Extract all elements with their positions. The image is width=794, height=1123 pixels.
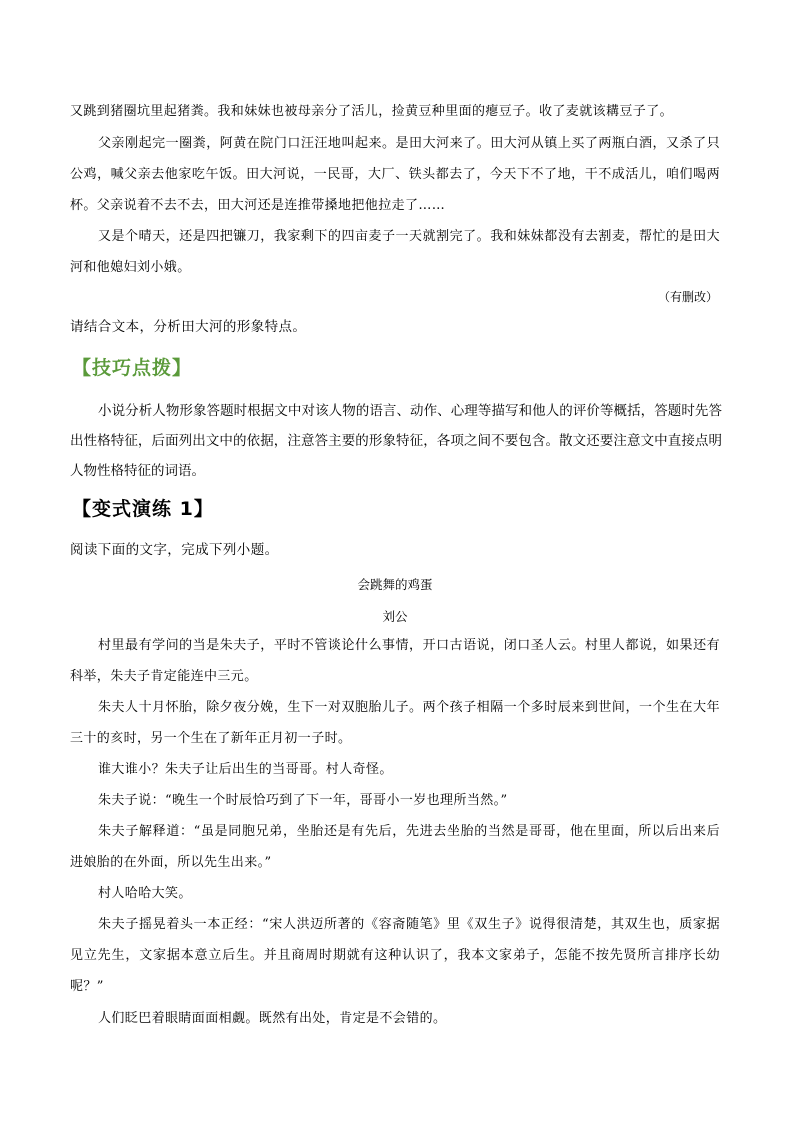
passage-paragraph: 父亲刚起完一圈粪，阿黄在院门口汪汪地叫起来。是田大河来了。田大河从镇上买了两瓶白酒，又杀了只公鸡，喊父亲去他家吃午饭。田大河说，一民哥，大厂、铁头都去了，今天下不了地，干不成活儿，咱们喝两杯。父亲说着不去不去，田大河还是连推带搡地把他拉走了…… bbox=[70, 136, 720, 213]
passage-line: 又跳到猪圈坑里起猪粪。我和妹妹也被母亲分了活儿，捡黄豆种里面的瘪豆子。收了麦就该耩豆子了。 bbox=[70, 104, 674, 119]
story-paragraph: 谁大谁小？朱夫子让后出生的当哥哥。村人奇怪。 bbox=[98, 762, 393, 777]
story-paragraph: 朱夫人十月怀胎，除夕夜分娩，生下一对双胞胎儿子。两个孩子相隔一个多时辰来到世间，一个生在大年三十的亥时，另一个生在了新年正月初一子时。 bbox=[70, 700, 720, 746]
story-author: 刘公 bbox=[382, 609, 408, 624]
story-paragraph: 村人哈哈大笑。 bbox=[98, 886, 192, 901]
tips-text: 小说分析人物形象答题时根据文中对该人物的语言、动作、心理等描写和他人的评价等概括，答题时先答出性格特征，后面列出文中的依据，注意答主要的形象特征，各项之间不要包含。散文还要注意文中直接点明人物性格特征的词语。 bbox=[70, 403, 722, 479]
story-paragraph: 人们眨巴着眼睛面面相觑。既然有出处，肯定是不会错的。 bbox=[98, 1011, 447, 1026]
exercise-instruction: 阅读下面的文字，完成下列小题。 bbox=[70, 542, 279, 558]
story-paragraph: 村里最有学问的当是朱夫子，平时不管谈论什么事情，开口古语说，闭口圣人云。村里人都说，如果还有科举，朱夫子肯定能连中三元。 bbox=[70, 638, 720, 684]
question-text: 请结合文本，分析田大河的形象特点。 bbox=[70, 319, 307, 335]
story-paragraph: 朱夫子说：“晚生一个时辰恰巧到了下一年，哥哥小一岁也理所当然。” bbox=[98, 793, 508, 808]
story-title: 会跳舞的鸡蛋 bbox=[357, 577, 433, 592]
revision-note: （有删改） bbox=[657, 290, 718, 304]
tips-heading: 【技巧点拨】 bbox=[72, 357, 193, 379]
exercise-heading: 【变式演练 1】 bbox=[72, 498, 214, 520]
story-paragraph: 朱夫子摇晃着头一本正经：“宋人洪迈所著的《容斋随笔》里《双生子》说得很清楚，其双生也，质家据见立先生，文家据本意立后生。并且商周时期就有这种认识了，我本文家弟子，怎能不按先贤所言排序长幼呢？” bbox=[70, 917, 720, 994]
passage-paragraph: 又是个晴天，还是四把镰刀，我家剩下的四亩麦子一天就割完了。我和妹妹都没有去割麦，帮忙的是田大河和他媳妇刘小娥。 bbox=[70, 229, 720, 275]
story-paragraph: 朱夫子解释道：“虽是同胞兄弟，坐胎还是有先后，先进去坐胎的当然是哥哥，他在里面，所以后出来后进娘胎的在外面，所以先生出来。” bbox=[70, 824, 720, 870]
